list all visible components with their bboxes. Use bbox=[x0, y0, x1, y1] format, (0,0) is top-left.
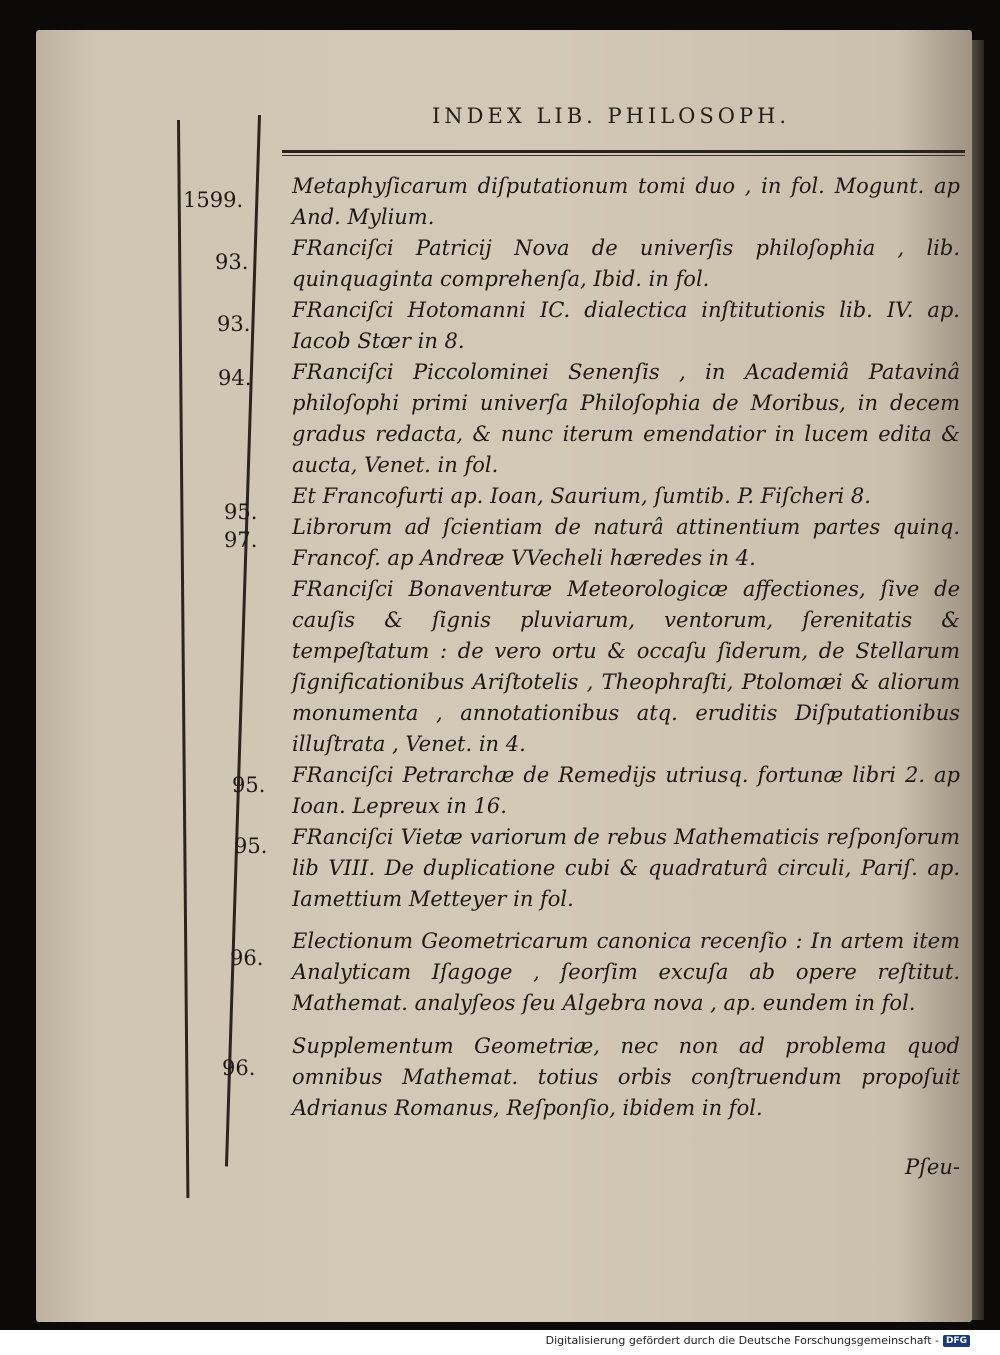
book-edge bbox=[970, 40, 984, 1320]
entry-text: FRanciſci Vietæ variorum de rebus Mathematicis reſponſorum lib VIII. De duplicatione cubi & quadraturâ circuli, Pariſ. ap. Iamettium Metteyer in fol. bbox=[292, 825, 960, 911]
entry-text: Librorum ad ſcientiam de naturâ attinentium partes quinq. Francof. ap Andreæ VVecheli hæredes in 4. bbox=[292, 515, 960, 570]
margin-year: 95. bbox=[232, 773, 266, 797]
entry-text: FRanciſci Bonaventuræ Meteorologicæ affectiones, ſive de cauſis & ſignis pluviarum, ventorum, ſerenitatis & tempeſtatum : de vero ortu & occaſu ſiderum, de Stellarum ſignificationibus Ariſtotelis , Theophraſti, Ptolomæi & aliorum monumenta , annotationibus atq. eruditis Diſputationibus illuſtrata , Venet. in 4. bbox=[292, 577, 960, 756]
credit-text: Digitalisierung gefördert durch die Deutsche Forschungsgemeinschaft - bbox=[545, 1334, 939, 1347]
header-rule-thin bbox=[282, 155, 965, 156]
margin-year: 1599. bbox=[183, 188, 244, 212]
margin-year: 95. bbox=[234, 834, 268, 858]
margin-year: 95. bbox=[224, 500, 258, 524]
entry-text: Metaphyſicarum diſputationum tomi duo , in fol. Mogunt. ap And. Mylium. bbox=[292, 174, 960, 229]
entry-text: Supplementum Geometriæ, nec non ad problema quod omnibus Mathemat. totius orbis conſtruendum propoſuit Adrianus Romanus, Reſponſio, ibidem in fol. bbox=[292, 1034, 960, 1120]
margin-year: 94. bbox=[218, 366, 252, 390]
margin-year: 97. bbox=[224, 528, 258, 552]
margin-year: 96. bbox=[222, 1056, 256, 1080]
margin-year: 96. bbox=[230, 946, 264, 970]
dfg-logo: DFG bbox=[943, 1335, 970, 1347]
running-title: INDEX LIB. PHILOSOPH. bbox=[432, 104, 791, 128]
entry-text: FRanciſci Piccolominei Senenſis , in Academiâ Patavinâ philoſophi primi univerſa Philoſophia de Moribus, in decem gradus redacta, & nunc iterum emendatior in lucem edita & aucta, Venet. in fol. bbox=[292, 360, 960, 477]
entry-text: FRanciſci Hotomanni IC. dialectica inſtitutionis lib. IV. ap. Iacob Stœr in 8. bbox=[292, 298, 960, 353]
catchword: Pſeu- bbox=[905, 1155, 960, 1179]
entry-text: Electionum Geometricarum canonica recenſio : In artem item Analyticam Iſagoge , ſeorſim excuſa ab opere reſtitut. Mathemat. analyſeos ſeu Algebra nova , ap. eundem in fol. bbox=[292, 929, 960, 1015]
entry-text: FRanciſci Petrarchæ de Remedijs utriusq. fortunæ libri 2. ap Ioan. Lepreux in 16. bbox=[292, 763, 960, 818]
margin-year: 93. bbox=[217, 312, 251, 336]
entry-text: FRanciſci Patricij Nova de univerſis philoſophia , lib. quinquaginta comprehenſa, Ibid. in fol. bbox=[292, 236, 960, 291]
margin-year: 93. bbox=[215, 250, 249, 274]
entry-text: Et Francofurti ap. Ioan, Saurium, ſumtib. P. Fiſcheri 8. bbox=[292, 484, 871, 508]
header-rule bbox=[282, 150, 965, 153]
digitization-credit bbox=[546, 1334, 970, 1347]
